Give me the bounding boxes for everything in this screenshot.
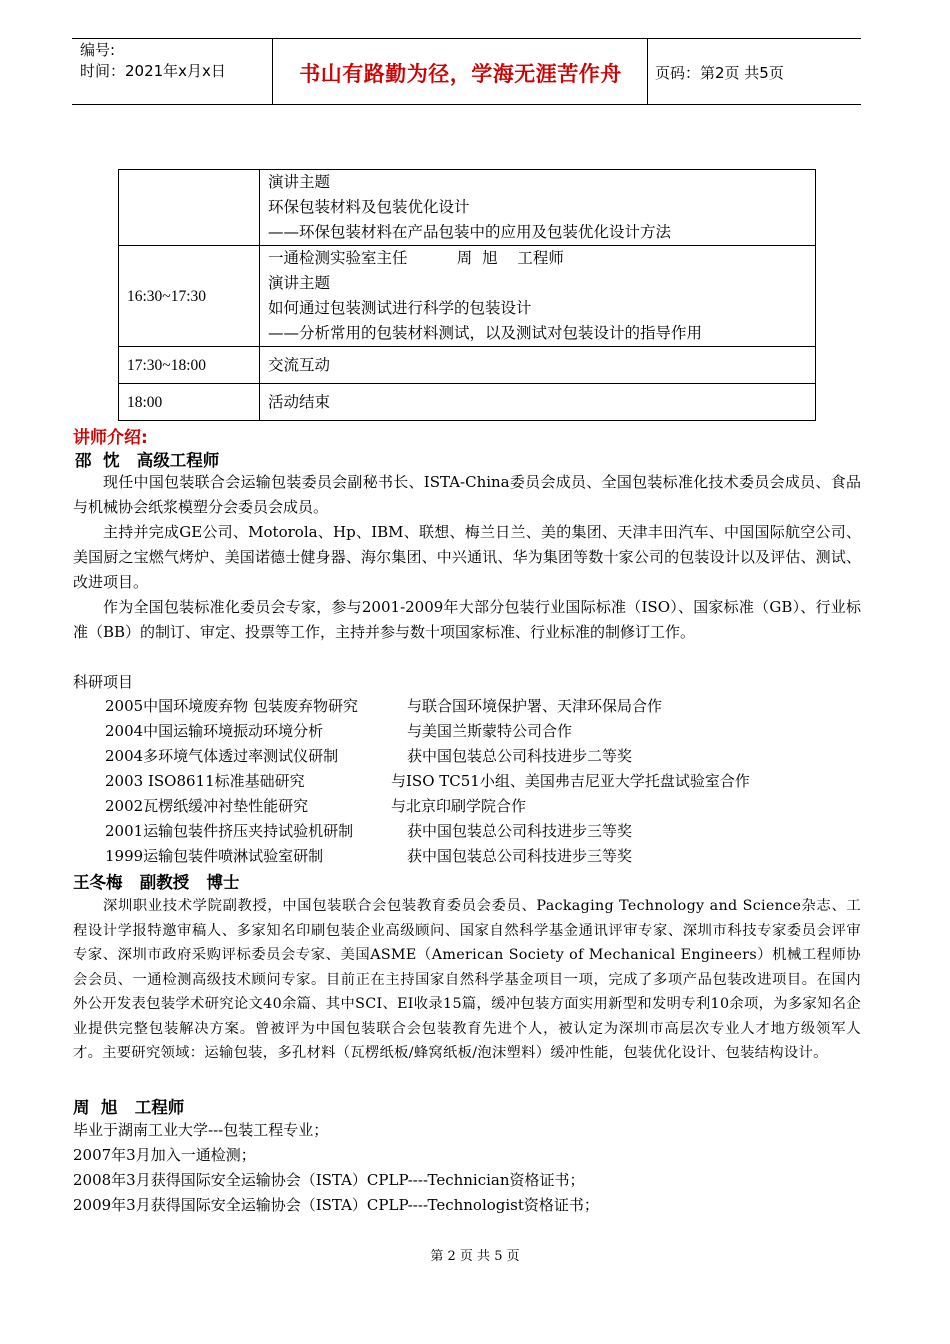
time-cell: 16:30~17:30 xyxy=(119,246,260,347)
project-partner: 获中国包装总公司科技进步三等奖 xyxy=(407,847,633,865)
time-cell xyxy=(119,170,260,246)
topic-line: 交流互动 xyxy=(268,355,331,374)
bio-line: 2008年3月获得国际安全运输协会（ISTA）CPLP----Technician资格证书； xyxy=(73,1171,585,1189)
time-label: 时间：2021年x月x日 xyxy=(80,62,226,80)
project-item: 2005中国环境废弃物 包装废弃物研究 xyxy=(105,697,358,715)
topic-cell xyxy=(260,170,816,246)
topic-line: ——分析常用的包装材料测试，以及测试对包装设计的指导作用 xyxy=(268,324,703,342)
lecturer-bio xyxy=(73,894,861,1066)
project-partner: 与联合国环境保护署、天津环保局合作 xyxy=(407,697,663,715)
topic-line: 活动结束 xyxy=(268,392,331,411)
topic-line: 演讲主题 xyxy=(268,274,331,292)
time-cell: 18:00 xyxy=(119,384,260,421)
lecturer-bio xyxy=(73,1118,599,1218)
project-partner: 获中国包装总公司科技进步二等奖 xyxy=(407,747,633,765)
projects-label: 科研项目 xyxy=(73,673,134,691)
topic-line: ——环保包装材料在产品包装中的应用及包装优化设计方法 xyxy=(268,223,672,241)
project-partner: 与美国兰斯蒙特公司合作 xyxy=(407,722,573,740)
topic-line: 如何通过包装测试进行科学的包装设计 xyxy=(268,299,532,317)
project-partner: 获中国包装总公司科技进步三等奖 xyxy=(407,822,633,840)
bio-line: 毕业于湖南工业大学---包装工程专业； xyxy=(73,1121,329,1139)
project-item: 2002瓦楞纸缓冲衬垫性能研究 xyxy=(105,797,309,815)
bio-paragraph: 现任中国包装联合会运输包装委员会副秘书长、ISTA-China委员会成员、全国包装标准化技术委员会成员、食品与机械协会纸浆模塑分会委员会成员。 xyxy=(73,473,861,516)
header-divider-left xyxy=(272,38,273,105)
bio-paragraph: 深圳职业技术学院副教授，中国包装联合会包装教育委员会委员、Packaging Technology and Science杂志、工程设计学报特邀审稿人、多家知名印刷包装企业高级顾问、国家自然科学基金通讯评审专家、深圳市科技专家委员会评审专家、深圳市政府采购评标委员会专家、美国ASME（American Society of Mechanical Engineers）机械工程师协会会员、一通检测高级技术顾问专家。目前正在主持国家自然科学基金项目一项，完成了多项产品包装改进项目。在国内外公开发表包装学术研究论文40余篇、其中SCI、EI收录15篇，缓冲包装方面实用新型和发明专利10余项，为多家知名企业提供完整包装解决方案。曾被评为中国包装联合会包装教育先进个人，被认定为深圳市高层次专业人才地方级领军人才。主要研究领域：运输包装，多孔材料（瓦楞纸板/蜂窝纸板/泡沫塑料）缓冲性能，包装优化设计、包装结构设计。 xyxy=(73,898,861,1061)
topic-cell xyxy=(260,347,816,384)
project-partner: 与ISO TC51小组、美国弗吉尼亚大学托盘试验室合作 xyxy=(391,772,750,790)
header-divider-right xyxy=(647,38,648,105)
project-item: 2003 ISO8611标准基础研究 xyxy=(105,772,305,790)
topic-line: 环保包装材料及包装优化设计 xyxy=(268,198,470,216)
lecturer-name: 邵 忱 高级工程师 xyxy=(75,451,220,470)
table-row xyxy=(119,347,816,384)
bio-paragraph: 作为全国包装标准化委员会专家，参与2001-2009年大部分包装行业国际标准（ISO）、国家标准（GB）、行业标准（BB）的制订、审定、投票等工作，主持并参与数十项国家标准、行业标准的制修订工作。 xyxy=(73,598,861,641)
bio-line: 2009年3月获得国际安全运输协会（ISTA）CPLP----Technologist资格证书； xyxy=(73,1196,599,1214)
bio-line: 2007年3月加入一通检测； xyxy=(73,1146,256,1164)
topic-line: 一通检测实验室主任 周 旭 工程师 xyxy=(268,249,564,267)
time-cell: 17:30~18:00 xyxy=(119,347,260,384)
project-item: 2004多环境气体透过率测试仪研制 xyxy=(105,747,339,765)
project-item: 1999运输包装件喷淋试验室研制 xyxy=(105,847,324,865)
header-top-rule xyxy=(72,38,861,39)
table-row xyxy=(119,384,816,421)
schedule-table xyxy=(118,169,816,421)
header-page-label: 页码：第2页 共5页 xyxy=(655,64,784,82)
topic-cell xyxy=(260,384,816,421)
table-row xyxy=(119,170,816,246)
project-item: 2004中国运输环境振动环境分析 xyxy=(105,722,324,740)
header-meta xyxy=(80,40,226,82)
lecturer-name: 王冬梅 副教授 博士 xyxy=(73,873,240,892)
header-motto: 书山有路勤为径，学海无涯苦作舟 xyxy=(299,62,622,86)
topic-line: 演讲主题 xyxy=(268,173,331,191)
serial-label: 编号: xyxy=(80,41,116,59)
project-partner: 与北京印刷学院合作 xyxy=(391,797,527,815)
lecturers-heading: 讲师介绍: xyxy=(73,428,148,448)
topic-cell xyxy=(260,246,816,347)
table-row xyxy=(119,246,816,347)
project-item: 2001运输包装件挤压夹持试验机研制 xyxy=(105,822,354,840)
bio-paragraph: 主持并完成GE公司、Motorola、Hp、IBM、联想、梅兰日兰、美的集团、天津丰田汽车、中国国际航空公司、美国厨之宝燃气烤炉、美国诺德士健身器、海尔集团、中兴通讯、华为集团等数十家公司的包装设计以及评估、测试、改进项目。 xyxy=(73,523,861,591)
lecturer-bio xyxy=(73,470,861,645)
header-bottom-rule xyxy=(72,104,861,105)
lecturer-name: 周 旭 工程师 xyxy=(73,1098,185,1117)
page-footer: 第 2 页 共 5 页 xyxy=(430,1249,520,1264)
